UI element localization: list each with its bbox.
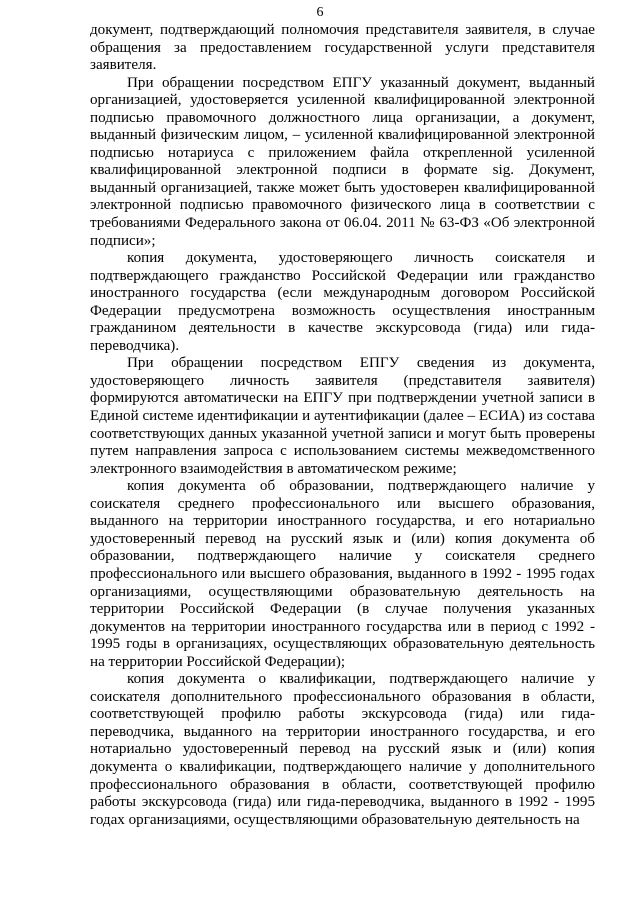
paragraph: копия документа, удостоверяющего личность соискателя и подтверждающего гражданство Российской Федерации или гражданство иностранного государства (если международным договором Российской Федерации предусмотрена возможность осуществления иностранным гражданином деятельности в качестве экскурсовода (гида) или гида-переводчика). xyxy=(90,250,595,354)
paragraph: копия документа о квалификации, подтверждающего наличие у соискателя дополнительного профессионального образования в области, соответствующей профилю работы экскурсовода (гида) или гида-переводчика, выданного на территории иностранного государства, и его нотариально удостоверенный перевод на русский язык и (или) копия документа о квалификации, подтверждающего наличие у дополнительного профессионального образования в области, соответствующей профилю работы экскурсовода (гида) или гида-переводчика, выданного в 1992 - 1995 годах организациями, осуществляющими образовательную деятельность на xyxy=(90,671,595,828)
page-number: 6 xyxy=(316,5,324,20)
paragraph: При обращении посредством ЕПГУ сведения из документа, удостоверяющего личность заявителя (представителя заявителя) формируются автоматически на ЕПГУ при подтверждении учетной записи в Единой системе идентификации и аутентификации (далее – ЕСИА) из состава соответствующих данных указанной учетной записи и могут быть проверены путем направления запроса с использованием системы межведомственного электронного взаимодействия в автоматическом режиме; xyxy=(90,355,595,477)
paragraph: документ, подтверждающий полномочия представителя заявителя, в случае обращения за предоставлением государственной услуги представителя заявителя. xyxy=(90,22,595,74)
paragraph: копия документа об образовании, подтверждающего наличие у соискателя среднего профессионального или высшего образования, выданного на территории иностранного государства, и его нотариально удостоверенный перевод на русский язык и (или) копия документа об образовании, подтверждающего наличие у соискателя среднего профессионального или высшего образования, выданного в 1992 - 1995 годах организациями, осуществляющими образовательную деятельность на территории Российской Федерации (в случае получения указанных документов на территории иностранного государства или в период с 1992 - 1995 годы в организациях, осуществляющих образовательную деятельность на территории Российской Федерации); xyxy=(90,478,595,670)
document-body xyxy=(90,22,595,829)
paragraph: При обращении посредством ЕПГУ указанный документ, выданный организацией, удостоверяется усиленной квалифицированной электронной подписью правомочного должностного лица организации, а документ, выданный физическим лицом, – усиленной квалифицированной электронной подписью нотариуса с приложением файла открепленной усиленной квалифицированной электронной подписи в формате sig. Документ, выданный организацией, также может быть удостоверен квалифицированной электронной подписью правомочного физического лица в соответствии с требованиями Федерального закона от 06.04. 2011 № 63-ФЗ «Об электронной подписи»; xyxy=(90,74,595,249)
